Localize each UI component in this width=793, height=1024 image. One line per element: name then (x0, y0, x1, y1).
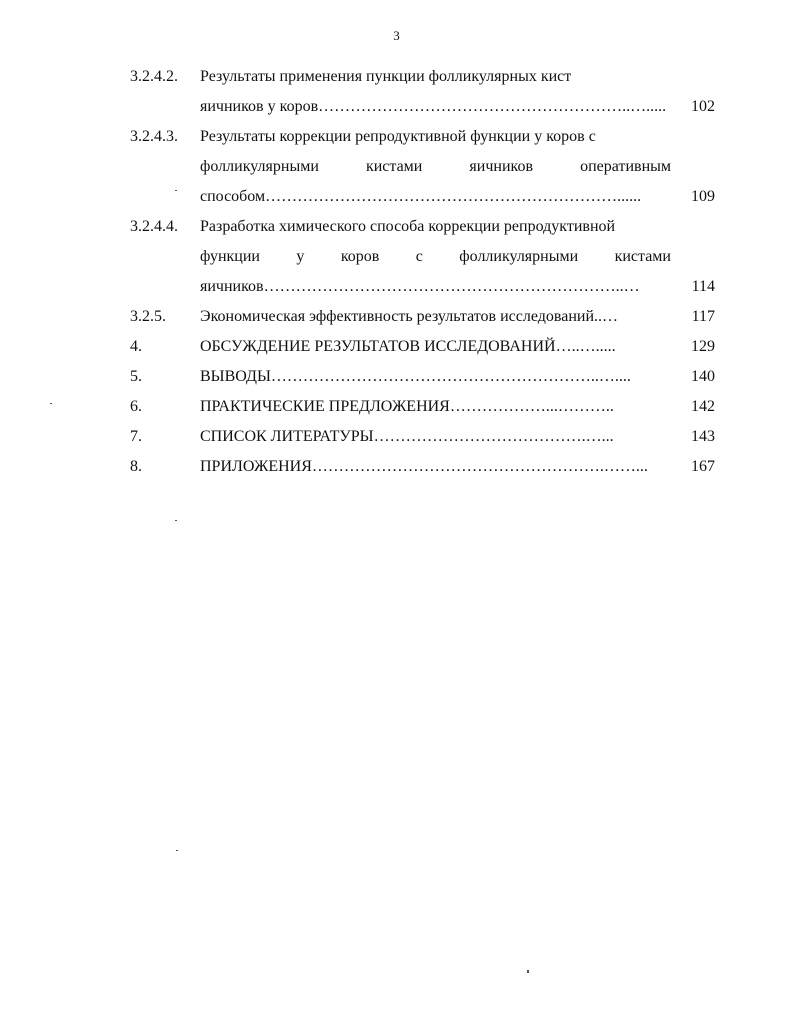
toc-entry-title-leader: ОБСУЖДЕНИЕ РЕЗУЛЬТАТОВ ИССЛЕДОВАНИЙ…..…..... (200, 338, 616, 355)
scan-speck (527, 970, 529, 973)
toc-entry-title-leader: Экономическая эффективность результатов исследований..… (200, 308, 619, 325)
toc-entry-title-leader: ВЫВОДЫ……………………………………………………..….... (200, 368, 631, 385)
toc-entry-number: 3.2.4.2. (130, 68, 178, 85)
toc-entry-title-line: Результаты применения пункции фолликулярных кист (200, 68, 572, 85)
scan-speck (175, 190, 177, 191)
toc-entry-number: 7. (130, 428, 142, 445)
toc-entry[interactable] (130, 362, 715, 392)
toc-entry[interactable] (130, 302, 715, 332)
toc-entry-page: 109 (691, 188, 715, 205)
toc-entry-page: 142 (691, 398, 715, 415)
toc-entry-title-leader: яичников…………………………………………………………..… (200, 278, 640, 295)
toc-entry-number: 3.2.5. (130, 308, 166, 325)
toc-entry-page: 129 (691, 338, 715, 355)
toc-entry[interactable] (130, 122, 715, 212)
table-of-contents (130, 62, 715, 482)
toc-entry-title-leader: яичников у коров…………………………………………………..…..... (200, 98, 667, 115)
toc-entry-page: 140 (691, 368, 715, 385)
toc-entry[interactable] (130, 452, 715, 482)
scan-speck (175, 520, 177, 521)
toc-entry-title-leader: способом…………………………………………………………...... (200, 188, 642, 205)
scan-speck (50, 403, 52, 404)
toc-entry[interactable] (130, 422, 715, 452)
toc-entry[interactable] (130, 332, 715, 362)
toc-entry-page: 114 (691, 278, 715, 295)
toc-entry-title-line: Результаты коррекции репродуктивной функции у коров с (200, 128, 596, 145)
toc-entry-number: 4. (130, 338, 142, 355)
toc-entry-title-leader: СПИСОК ЛИТЕРАТУРЫ………………………………….…... (200, 428, 614, 445)
toc-entry-number: 8. (130, 458, 142, 475)
toc-entry-page: 102 (691, 98, 715, 115)
toc-entry-number: 6. (130, 398, 142, 415)
toc-entry[interactable] (130, 392, 715, 422)
toc-entry-number: 5. (130, 368, 142, 385)
scan-speck (176, 850, 178, 851)
toc-entry-title-line: функции у коров с фолликулярными кистами (200, 248, 671, 265)
toc-entry-number: 3.2.4.3. (130, 128, 178, 145)
toc-entry[interactable] (130, 212, 715, 302)
toc-entry[interactable] (130, 62, 715, 122)
toc-entry-title-leader: ПРИЛОЖЕНИЯ……………………………………………….……... (200, 458, 648, 475)
page-number: 3 (393, 28, 400, 43)
toc-entry-page: 117 (691, 308, 715, 325)
toc-entry-title-line: Разработка химического способа коррекции репродуктивной (200, 218, 616, 235)
toc-entry-number: 3.2.4.4. (130, 218, 178, 235)
toc-entry-title-leader: ПРАКТИЧЕСКИЕ ПРЕДЛОЖЕНИЯ………………...……….. (200, 398, 614, 415)
toc-entry-page: 167 (691, 458, 715, 475)
toc-entry-page: 143 (691, 428, 715, 445)
toc-entry-title-line: фолликулярными кистами яичников оперативным (200, 158, 671, 175)
